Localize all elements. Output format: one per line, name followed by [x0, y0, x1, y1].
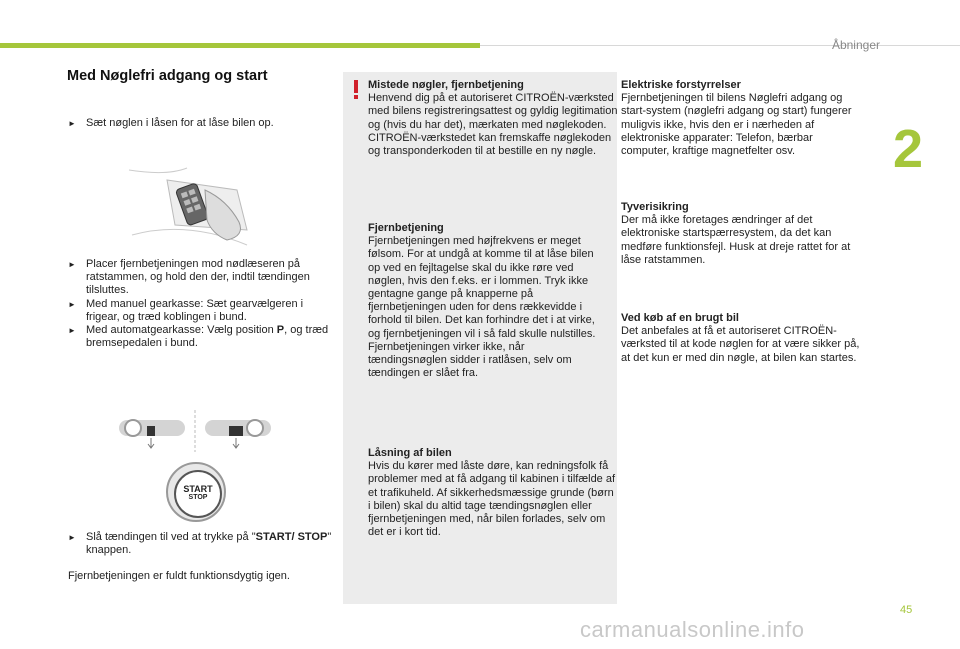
bullet-icon: ► [68, 326, 76, 336]
block-title: Tyverisikring [621, 201, 689, 213]
instruction-list [68, 258, 338, 350]
warning-block [368, 222, 606, 380]
block-body: Fjernbetjeningen med højfrekvens er meget følsom. For at undgå at komme til at låse bilen op ved en fejltagelse skal du ikke røre ved nøglen, hvis den f.eks. er i lommen. Tryk ikke gentagne gange på knapperne på fjernbetjeningen uden for dens rækkevidde i forhold til bilen. Det kan forhindre det i at virke, og fjernbetjeningen vil i så fald skulle nulstilles. Fjernbetjeningen virker ikke, når tændingsnøglen sidder i ratlåsen, selv om tændingen er slået fra. [368, 235, 596, 380]
closing-note: Fjernbetjeningen er fuldt funktionsdygtig igen. [68, 570, 290, 582]
step-text: Sæt nøglen i låsen for at låse bilen op. [86, 117, 274, 129]
top-accent-bar [0, 43, 480, 48]
chapter-number: 2 [893, 119, 924, 179]
warning-block [368, 79, 623, 158]
stop-label: STOP [188, 494, 208, 501]
block-body: Fjernbetjeningen til bilens Nøglefri adgang og start-system (nøglefri adgang og start) fungerer muligvis ikke, hvis den er i nærheden af elektroniske apparater: Telefon, bærbar computer, kraftige magnetfelter osv. [621, 92, 852, 158]
info-block [621, 312, 861, 365]
block-title: Låsning af bilen [368, 447, 452, 459]
block-title: Fjernbetjening [368, 222, 444, 234]
step-unlock [68, 117, 338, 130]
bullet-icon: ► [68, 119, 76, 128]
page-title: Med Nøglefri adgang og start [67, 68, 268, 84]
section-title: Åbninger [831, 38, 880, 52]
top-divider [480, 45, 960, 46]
page-number: 45 [900, 604, 913, 616]
info-block [621, 79, 861, 158]
pedal-illustration [115, 408, 275, 454]
block-title: Ved køb af en brugt bil [621, 312, 739, 324]
block-title: Mistede nøgler, fjernbetjening [368, 79, 524, 91]
step-text: Med automatgearkasse: Vælg position P, og træd bremsepedalen i bund. [86, 324, 329, 350]
start-stop-button-illustration [166, 462, 226, 522]
block-body: Der må ikke foretages ændringer af det elektroniske startspærresystem, da det kan medføre funktionsfejl. Husk at dreje rattet for at låse ratstammen. [621, 214, 851, 266]
bullet-icon: ► [68, 299, 76, 309]
key-lock-illustration [127, 150, 269, 250]
block-body: Det anbefales at få et autoriseret CITROËN-værksted til at kode nøglen for at være sikker på, at det kun er med din nøgle, at bilen kan startes. [621, 325, 860, 364]
warning-exclamation-icon [351, 80, 361, 100]
start-label: START [183, 484, 213, 494]
step-text: Med manuel gearkasse: Sæt gearvælgeren i frigear, og træd koblingen i bund. [86, 297, 304, 323]
watermark: carmanualsonline.info [580, 617, 805, 642]
block-body: Henvend dig på et autoriseret CITROËN-værksted med bilens registreringsattest og gyldig legitimation og (hvis du har det), mærkaten med nøglekoden. CITROËN-værkstedet kan fremskaffe nøglekoden og transponderkoden til at bestille en ny nøgle. [368, 92, 618, 158]
step-text: Slå tændingen til ved at trykke på "START/ STOP" knappen. [86, 531, 332, 557]
step-start [68, 531, 338, 557]
bullet-icon: ► [68, 533, 76, 542]
info-block [621, 201, 861, 267]
block-title: Elektriske forstyrrelser [621, 79, 741, 91]
step-text: Placer fjernbetjeningen mod nødlæseren på ratstammen, og hold den der, indtil tændingen tilsluttes. [86, 258, 310, 297]
bullet-icon: ► [68, 260, 76, 269]
warning-block [368, 447, 616, 539]
block-body: Hvis du kører med låste døre, kan redningsfolk få problemer med at få adgang til kabinen i tilfælde af et trafikuheld. Af sikkerhedsmæssige grunde (børn i bilen) skal du altid tage tændingsnøglen eller fjernbetjeningen med, når bilen forlades, selv om det er i kort tid. [368, 460, 616, 539]
